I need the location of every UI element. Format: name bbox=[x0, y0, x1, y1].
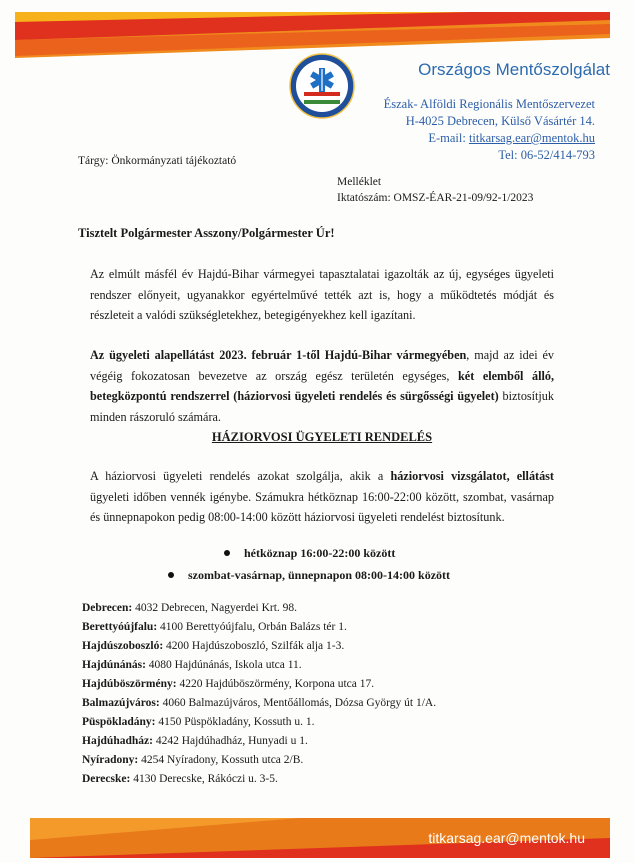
bullet-item bbox=[168, 568, 450, 583]
footer-email[interactable]: titkarsag.ear@mentok.hu bbox=[428, 830, 585, 846]
location-city: Püspökladány: bbox=[82, 716, 156, 728]
location-address: 4150 Püspökladány, Kossuth u. 1. bbox=[158, 716, 315, 728]
location-address: 4080 Hajdúnánás, Iskola utca 11. bbox=[148, 659, 302, 671]
contact-block bbox=[330, 96, 595, 164]
paragraph-announcement-bold-2: két elemből álló, betegközpontú rendszerrel (háziorvosi ügyeleti rendelés és sürgősségi ügyelet) bbox=[90, 368, 555, 403]
email-label: E-mail: bbox=[428, 131, 466, 145]
email-line bbox=[330, 130, 595, 147]
location-item bbox=[82, 713, 562, 732]
reference-number: Iktatószám: OMSZ-ÉAR-21-09/92-1/2023 bbox=[337, 192, 534, 204]
email-link[interactable]: titkarsag.ear@mentok.hu bbox=[468, 131, 595, 145]
location-address: 4032 Debrecen, Nagyerdei Krt. 98. bbox=[135, 602, 298, 614]
location-item bbox=[82, 732, 562, 751]
paragraph-service bbox=[90, 466, 554, 528]
paragraph-announcement bbox=[90, 345, 554, 427]
location-address: 4200 Hajdúszoboszló, Szilfák alja 1-3. bbox=[166, 640, 345, 652]
paragraph-service-text-1: A háziorvosi ügyeleti rendelés azokat szolgálja, akik a bbox=[90, 469, 391, 483]
section-heading: HÁZIORVOSI ÜGYELETI RENDELÉS bbox=[211, 430, 433, 444]
bullet-dot-icon bbox=[168, 572, 174, 578]
phone-line: Tel: 06-52/414-793 bbox=[498, 148, 595, 162]
location-item bbox=[82, 656, 562, 675]
location-city: Derecske: bbox=[82, 773, 131, 785]
header-banner bbox=[0, 0, 635, 60]
location-item bbox=[82, 694, 562, 713]
location-address: 4100 Berettyóújfalu, Orbán Balázs tér 1. bbox=[160, 621, 347, 633]
location-address: 4254 Nyíradony, Kossuth utca 2/B. bbox=[141, 754, 304, 766]
location-city: Balmazújváros: bbox=[82, 697, 160, 709]
bullet-dot-icon bbox=[224, 550, 230, 556]
organization-name: Országos Mentőszolgálat bbox=[418, 60, 610, 79]
location-city: Debrecen: bbox=[82, 602, 133, 614]
bullet-item-text: hétköznap 16:00-22:00 között bbox=[244, 546, 396, 560]
location-address: 4130 Derecske, Rákóczi u. 3-5. bbox=[133, 773, 278, 785]
location-address: 4060 Balmazújváros, Mentőállomás, Dózsa György út 1/A. bbox=[162, 697, 437, 709]
location-item bbox=[82, 618, 562, 637]
location-city: Nyíradony: bbox=[82, 754, 139, 766]
paragraph-service-bold: háziorvosi vizsgálatot, ellátást bbox=[390, 469, 554, 483]
paragraph-announcement-text-2: biztosítjuk minden rászoruló számára. bbox=[90, 389, 554, 424]
location-city: Hajdúhadház: bbox=[82, 735, 153, 747]
location-item bbox=[82, 675, 562, 694]
location-list bbox=[82, 599, 562, 789]
bullet-item-text: szombat-vasárnap, ünnepnapon 08:00-14:00 között bbox=[188, 568, 451, 582]
paragraph-announcement-bold-1: Az ügyeleti alapellátást 2023. február 1-től Hajdú-Bihar vármegyében bbox=[90, 348, 467, 362]
location-city: Hajdúszoboszló: bbox=[82, 640, 164, 652]
subject-line: Tárgy: Önkormányzati tájékoztató bbox=[78, 155, 237, 167]
location-item bbox=[82, 637, 562, 656]
location-address: 4220 Hajdúböszörmény, Korpona utca 17. bbox=[179, 678, 375, 690]
location-address: 4242 Hajdúhadház, Hunyadi u 1. bbox=[155, 735, 308, 747]
region-name: Észak- Alföldi Regionális Mentőszervezet bbox=[383, 97, 595, 111]
attachment-label: Melléklet bbox=[337, 176, 382, 188]
address-line: H-4025 Debrecen, Külső Vásártér 14. bbox=[405, 114, 595, 128]
location-item bbox=[82, 751, 562, 770]
bullet-item bbox=[224, 546, 395, 561]
paragraph-service-text-2: ügyeleti időben vennék igénybe. Számukra hétköznap 16:00-22:00 között, szombat, vasárnap és ünnepnapokon pedig 08:00-14:00 között háziorvosi ügyeleti rendelést biztosítunk. bbox=[90, 489, 554, 524]
paragraph-intro: Az elmúlt másfél év Hajdú-Bihar vármegyei tapasztalatai igazolták az új, egységes ügyeleti rendszer előnyeit, ugyanakkor egyértelművé tették azt is, hogy a működtetés módját és részleteit a valódi szükségletekhez, betegigényekhez kell igazítani. bbox=[90, 267, 554, 322]
location-city: Berettyóújfalu: bbox=[82, 621, 158, 633]
paragraph-announcement-text-1: , majd az idei év végéig fokozatosan bevezetve az ország egész területén egységes, bbox=[90, 348, 555, 383]
salutation: Tisztelt Polgármester Asszony/Polgármester Úr! bbox=[78, 226, 335, 240]
location-city: Hajdúböszörmény: bbox=[82, 678, 177, 690]
location-city: Hajdúnánás: bbox=[82, 659, 146, 671]
location-item bbox=[82, 599, 562, 618]
location-item bbox=[82, 770, 562, 789]
